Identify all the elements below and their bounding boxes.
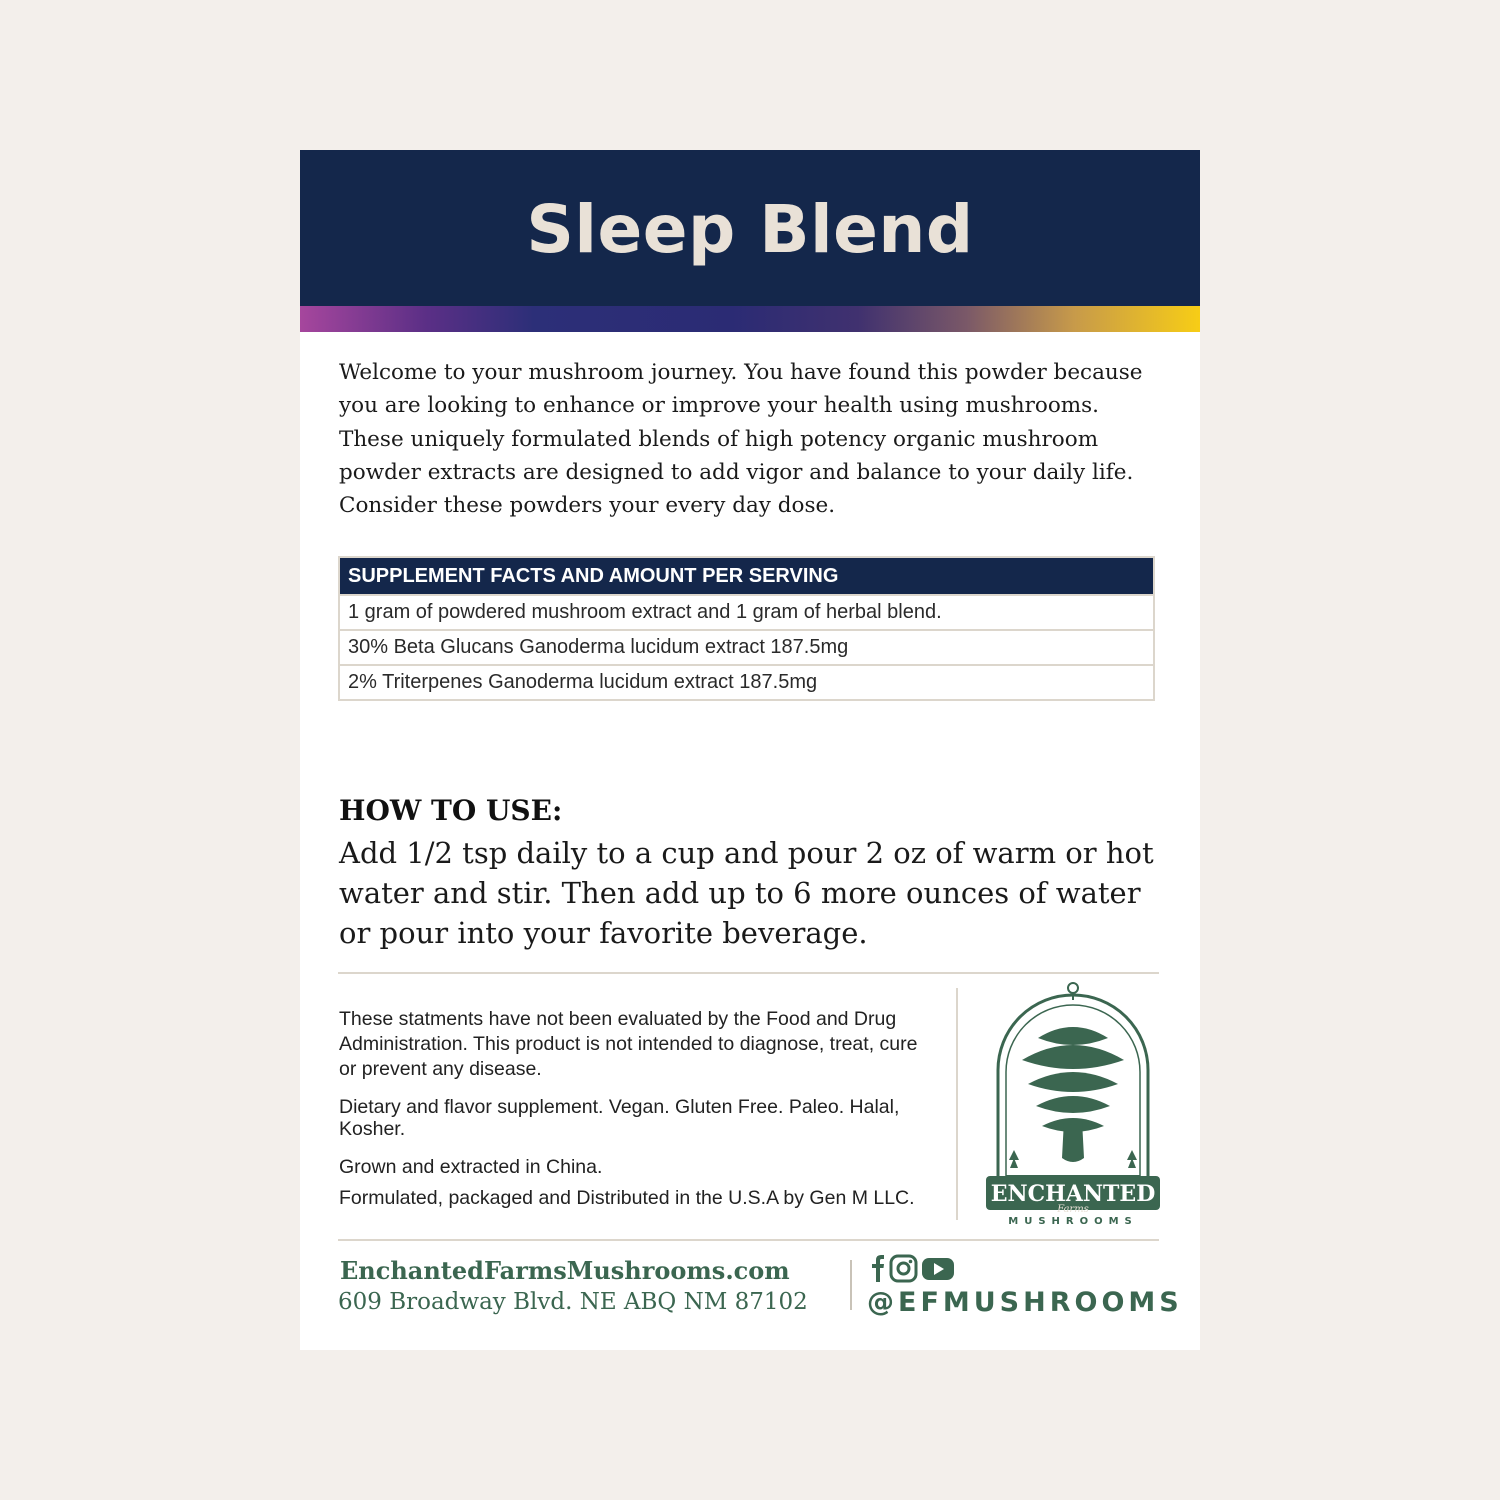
supplement-facts-row: 30% Beta Glucans Ganoderma lucidum extract 187.5mg [340, 629, 1153, 664]
product-title: Sleep Blend [526, 191, 974, 268]
title-banner [300, 150, 1200, 306]
logo-subword: Farms [1057, 1204, 1089, 1215]
youtube-icon[interactable] [922, 1258, 954, 1280]
logo-wordmark: ENCHANTED [990, 1181, 1156, 1207]
product-label-card [300, 150, 1200, 1350]
divider [338, 972, 1159, 974]
supplement-facts-table [338, 556, 1155, 701]
how-to-use-instructions: Add 1/2 tsp daily to a cup and pour 2 oz of warm or hot water and stir. Then add up to 6 more ounces of water or pour into your favorite beverage. [339, 836, 1154, 950]
social-handle[interactable]: @EFMUSHROOMS [867, 1287, 1183, 1318]
how-to-use-heading: HOW TO USE: [339, 794, 563, 827]
vertical-divider [956, 988, 958, 1220]
footer-divider [850, 1260, 852, 1310]
social-icons [866, 1252, 956, 1286]
distribution-info: Formulated, packaged and Distributed in the U.S.A by Gen M LLC. [339, 1187, 915, 1209]
supplement-facts-row: 2% Triterpenes Ganoderma lucidum extract 187.5mg [340, 664, 1153, 699]
instagram-icon[interactable] [891, 1256, 916, 1281]
supplement-facts-header: SUPPLEMENT FACTS AND AMOUNT PER SERVING [340, 558, 1153, 594]
enchanted-farms-logo [984, 980, 1162, 1226]
origin-info: Grown and extracted in China. [339, 1156, 603, 1178]
intro-paragraph: Welcome to your mushroom journey. You have found this powder because you are looking to enhance or improve your health using mushrooms. These uniquely formulated blends of high potency organic mushroom powder extracts are designed to add vigor and balance to your daily life. Consider these powders your every day dose. [339, 360, 1143, 519]
supplement-facts-row: 1 gram of powdered mushroom extract and 1 gram of herbal blend. [340, 594, 1153, 629]
logo-tagline: MUSHROOMS [1008, 1216, 1138, 1226]
fda-disclaimer: These statments have not been evaluated by the Food and Drug Administration. This product is not intended to diagnose, treat, cure or prevent any disease. [339, 1008, 918, 1080]
dietary-info: Dietary and flavor supplement. Vegan. Gluten Free. Paleo. Halal, Kosher. [339, 1096, 900, 1140]
gradient-stripe [300, 306, 1200, 332]
facebook-icon[interactable] [872, 1255, 884, 1282]
website-link[interactable]: EnchantedFarmsMushrooms.com [340, 1256, 790, 1285]
store-address: 609 Broadway Blvd. NE ABQ NM 87102 [338, 1289, 808, 1315]
divider [338, 1239, 1159, 1241]
